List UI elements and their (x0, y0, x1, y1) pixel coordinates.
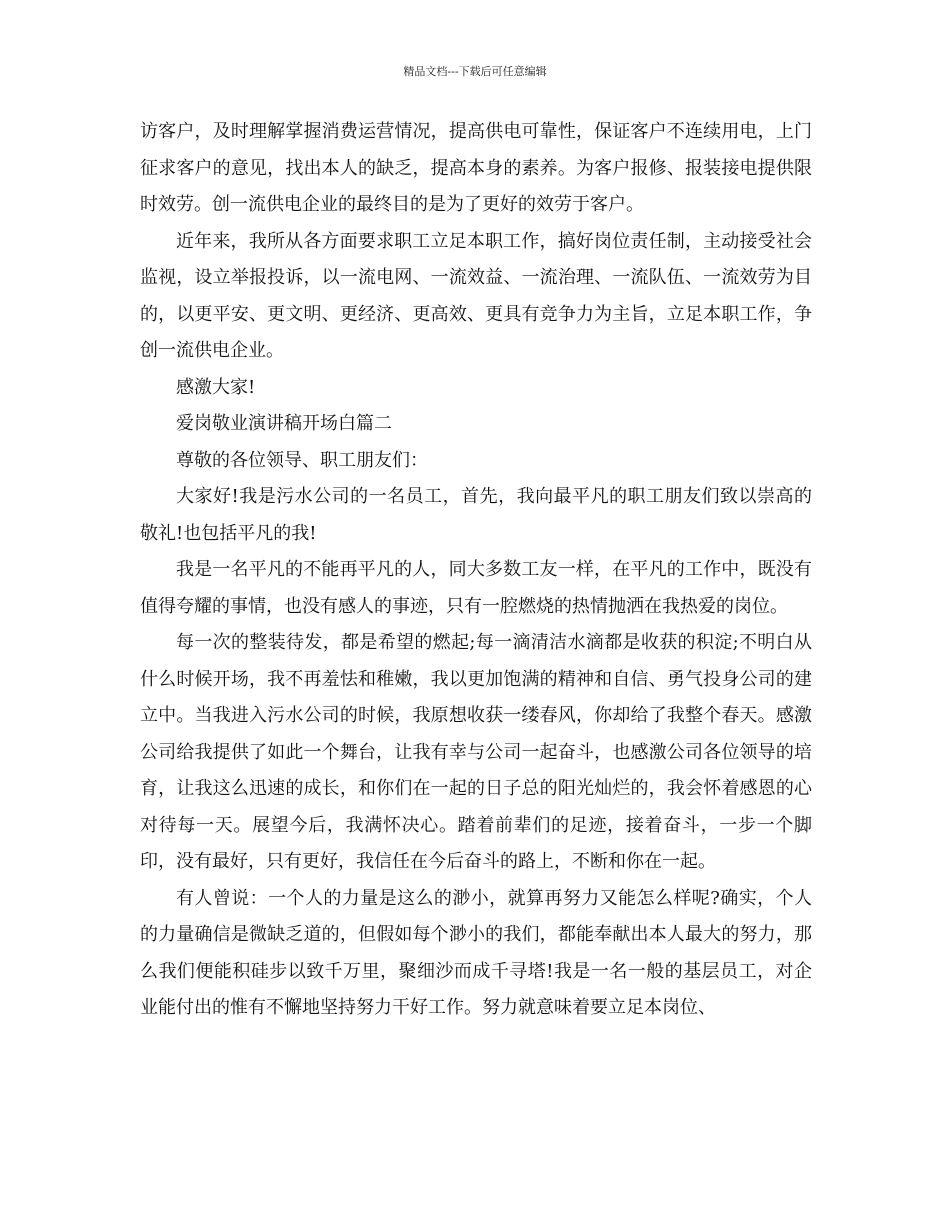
paragraph: 感激大家! (176, 376, 256, 398)
paragraph: 每一次的整装待发，都是希望的燃起;每一滴清洁水滴都是收获的积淀;不明白从什么时候开场，我不再羞怯和稚嫩，我以更加饱满的精神和自信、勇气投身公司的建立中。当我进入污水公司的时候，我原想收获一缕春风，你却给了我整个春天。感激公司给我提供了如此一个舞台，让我有幸与公司一起奋斗，也感激公司各位领导的培育，让我这么迅速的成长，和你们在一起的日子总的阳光灿烂的，我会怀着感恩的心对待每一天。展望今后，我满怀决心。踏着前辈们的足迹，接着奋斗，一步一个脚印，没有最好，只有更好，我信任在今后奋斗的路上，不断和你在一起。 (140, 632, 812, 872)
document-body (140, 114, 812, 1027)
paragraph: 访客户，及时理解掌握消费运营情况，提高供电可靠性，保证客户不连续用电，上门征求客户的意见，找出本人的缺乏，提高本身的素养。为客户报修、报装接电提供限时效劳。创一流供电企业的最终目的是为了更好的效劳于客户。 (140, 121, 812, 215)
section-title: 爱岗敬业演讲稿开场白篇二 (176, 413, 392, 434)
paragraph: 近年来，我所从各方面要求职工立足本职工作，搞好岗位责任制，主动接受社会监视，设立举报投诉，以一流电网、一流效益、一流治理、一流队伍、一流效劳为目的，以更平安、更文明、更经济、更高效、更具有竞争力为主旨，立足本职工作，争创一流供电企业。 (140, 230, 812, 361)
paragraph: 大家好!我是污水公司的一名员工，首先，我向最平凡的职工朋友们致以崇高的敬礼!也包括平凡的我! (140, 486, 812, 544)
paragraph: 我是一名平凡的不能再平凡的人，同大多数工友一样，在平凡的工作中，既没有值得夸耀的事情，也没有感人的事迹，只有一腔燃烧的热情抛洒在我热爱的岗位。 (140, 559, 812, 617)
paragraph: 有人曾说：一个人的力量是这么的渺小，就算再努力又能怎么样呢?确实，个人的力量确信是微缺乏道的，但假如每个渺小的我们，都能奉献出本人最大的努力，那么我们便能积硅步以致千万里，聚细沙而成千寻塔!我是一名一般的基层员工，对企业能付出的惟有不懈地坚持努力干好工作。努力就意味着要立足本岗位、 (140, 887, 812, 1018)
page-header: 精品文档---下载后可任意编辑 (403, 65, 547, 78)
salutation: 尊敬的各位领导、职工朋友们： (176, 449, 428, 471)
